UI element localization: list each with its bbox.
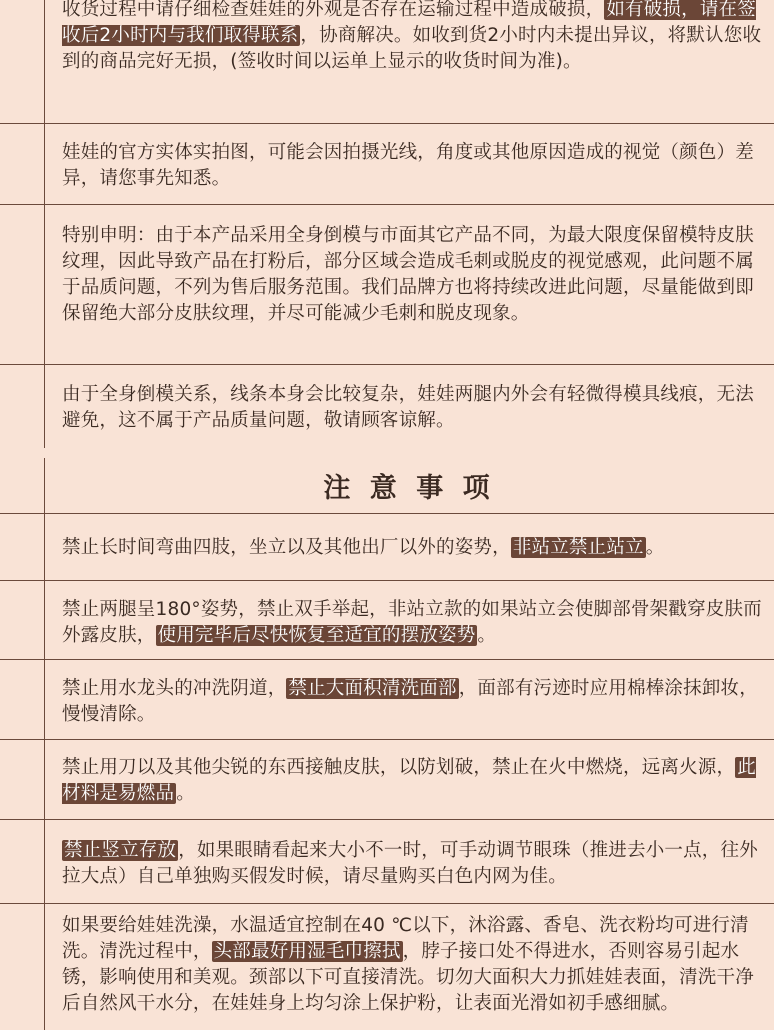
left-vertical-rule	[44, 0, 45, 448]
row-text: 。	[645, 537, 665, 558]
row-divider	[0, 659, 774, 660]
row-text: 娃娃的官方实体实拍图，可能会因拍摄光线，角度或其他原因造成的视觉（颜色）差异，请您事先知悉。	[62, 142, 754, 189]
highlight-text: 如有破损，请在签收后2小时内与我们取得联系	[62, 0, 756, 46]
notice-row-special-statement	[62, 223, 762, 327]
row-text: 如果要给娃娃洗澡，水温适宜控制在40 ℃以下，沐浴露、香皂、洗衣粉均可进行清洗。清洗过程中，	[62, 915, 749, 962]
highlight-text: 禁止竖立存放	[64, 840, 177, 861]
notice-row-mold-lines	[62, 382, 762, 434]
row-text: 由于全身倒模关系，线条本身会比较复杂，娃娃两腿内外会有轻微得模具线痕，无法避免，这不属于产品质量问题，敬请顾客谅解。	[62, 384, 754, 431]
row-text: 禁止两腿呈180°姿势，禁止双手举起，非站立款的如果站立会使脚部骨架戳穿皮肤而外露皮肤，	[62, 599, 762, 646]
row-text: 禁止长时间弯曲四肢，坐立以及其他出厂以外的姿势，	[62, 537, 511, 558]
caution-row-sharp-objects	[62, 755, 762, 807]
row-text: 禁止用刀以及其他尖锐的东西接触皮肤，以防划破，禁止在火中燃烧，远离火源，	[62, 757, 736, 778]
notice-row-photo-difference	[62, 140, 762, 192]
row-text: 禁止用水龙头的冲洗阴道，	[62, 678, 287, 699]
section-title: 注 意 事 项	[323, 473, 495, 504]
highlight-text: 此材料是易燃品	[62, 757, 756, 804]
row-divider	[0, 819, 774, 820]
caution-row-posture	[62, 535, 762, 561]
row-text: 特别申明：由于本产品采用全身倒模与市面其它产品不同，为最大限度保留模特皮肤纹理，因此导致产品在打粉后，部分区域会造成毛刺或脱皮的视觉感观，此问题不属于品质问题，不列为售后服务范围。我们品牌方也将持续改进此问题，尽量能做到即保留绝大部分皮肤纹理，并尽可能减少毛刺和脱皮现象。	[62, 225, 754, 324]
highlight-text: 使用完毕后尽快恢复至适宜的摆放姿势	[157, 625, 476, 646]
caution-row-storage	[62, 838, 762, 890]
left-vertical-rule-lower	[44, 458, 45, 1030]
row-divider	[0, 739, 774, 740]
row-text: ，如果眼睛看起来大小不一时，可手动调节眼珠（推进去小一点，往外拉大点）自己单独购买假发时候，请尽量购买白色内网为佳。	[62, 840, 758, 887]
row-text: 。	[176, 783, 195, 804]
row-divider	[0, 364, 774, 365]
row-text: ，面部有污迹时应用棉棒涂抹卸妆，慢慢清除。	[62, 678, 758, 725]
row-text: ，脖子接口处不得进水，否则容易引起水锈，影响使用和美观。颈部以下可直接清洗。切勿大面积大力抓娃娃表面，清洗干净后自然风干水分，在娃娃身上均匀涂上保护粉，让表面光滑如初手感细腻。	[62, 941, 754, 1014]
caution-row-legs	[62, 597, 762, 649]
highlight-text: 禁止大面积清洗面部	[288, 678, 457, 699]
caution-row-bathing	[62, 913, 762, 1017]
row-divider	[0, 903, 774, 904]
highlight-text: 头部最好用湿毛巾擦拭	[213, 941, 401, 962]
row-divider	[0, 204, 774, 205]
row-text: ，协商解决。如收到货2小时内未提出异议，将默认您收到的商品完好无损，(签收时间以运单上显示的收货时间为准)。	[62, 25, 762, 72]
notice-row-inspection	[62, 0, 762, 75]
row-text: 。	[477, 625, 497, 646]
row-text: 收货过程中请仔细检查娃娃的外观是否存在运输过程中造成破损，	[62, 0, 605, 20]
caution-row-washing-face	[62, 676, 762, 728]
row-divider	[0, 580, 774, 581]
row-divider	[0, 513, 774, 514]
highlight-text: 非站立禁止站立	[512, 537, 644, 558]
row-divider	[0, 123, 774, 124]
